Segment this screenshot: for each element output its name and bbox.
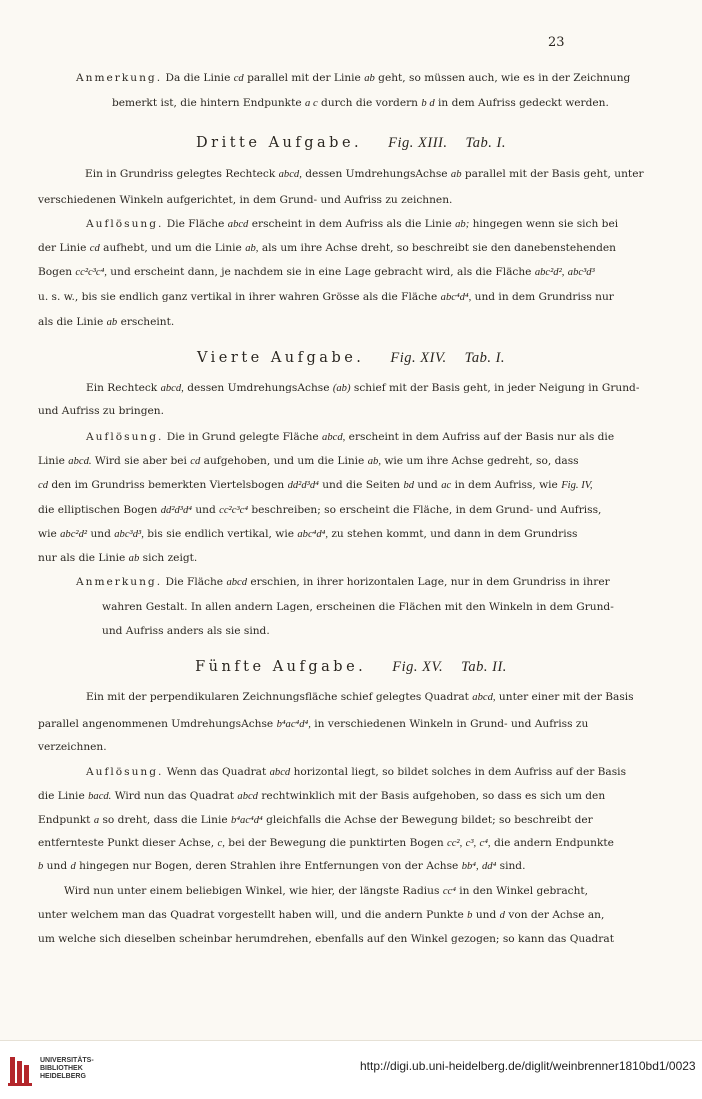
text-line: Auflösung. Wenn das Quadrat abcd horizontal liegt, so bildet solches in dem Aufriss auf der Basis [86,766,627,778]
text-line: b und d hingegen nur Bogen, deren Strahlen ihre Entfernungen von der Achse bb⁴, dd⁴ sind. [38,860,526,872]
text-line: cd den im Grundriss bemerkten Viertelsbogen dd²d³d⁴ und die Seiten bd und ac in dem Aufriss, wie Fig. IV, [38,479,593,491]
library-logo-icon [8,1055,36,1087]
text-line: Ein Rechteck abcd, dessen UmdrehungsAchse (ab) schief mit der Basis geht, in jeder Neigung in Grund- [86,382,640,394]
note-line-1: Anmerkung. Die Fläche abcd erschien, in ihrer horizontalen Lage, nur in dem Grundriss in ihrer [76,576,610,588]
text-line: entfernteste Punkt dieser Achse, c, bei der Bewegung die punktirten Bogen cc², c³, c⁴, die andern Endpunkte [38,837,614,849]
page-number: 23 [548,35,565,50]
text-line: verzeichnen. [38,741,107,753]
section-heading-dritte: Dritte Aufgabe. Fig. XIII. Tab. I. [196,135,506,151]
text-line: u. s. w., bis sie endlich ganz vertikal in ihrer wahren Grösse als die Fläche abc⁴d⁴, und in dem Grundriss nur [38,291,614,303]
text-line: Bogen cc²c³c⁴, und erscheint dann, je nachdem sie in eine Lage gebracht wird, als die Fläche abc²d², abc³d³ [38,266,595,278]
text-line: verschiedenen Winkeln aufgerichtet, in dem Grund- und Aufriss zu zeichnen. [38,194,453,206]
viewer-footer [0,1040,702,1099]
section-heading-vierte: Vierte Aufgabe. Fig. XIV. Tab. I. [196,350,506,366]
text-line: Endpunkt a so dreht, dass die Linie b⁴ac⁴d⁴ gleichfalls die Achse der Bewegung bildet; so beschreibt der [38,814,593,826]
note-line-2: bemerkt ist, die hintern Endpunkte a c durch die vordern b d in dem Aufriss gedeckt werden. [112,97,609,109]
text-line: Auflösung. Die Fläche abcd erscheint in dem Aufriss als die Linie ab; hingegen wenn sie sich bei [86,218,619,230]
text-line: der Linie cd aufhebt, und um die Linie ab, als um ihre Achse dreht, so beschreibt sie den danebenstehenden [38,242,616,254]
library-name: UNIVERSITÄTS- BIBLIOTHEK HEIDELBERG [40,1057,94,1080]
text-line: Wird nun unter einem beliebigen Winkel, wie hier, der längste Radius cc⁴ in den Winkel gebracht, [64,885,589,897]
text-line: unter welchem man das Quadrat vorgestellt haben will, und die andern Punkte b und d von der Achse an, [38,909,605,921]
text-line: wie abc²d² und abc³d³, bis sie endlich vertikal, wie abc⁴d⁴, zu stehen kommt, und dann in dem Grundriss [38,528,578,540]
text-line: als die Linie ab erscheint. [38,316,175,328]
text-line: um welche sich dieselben scheinbar herumdrehen, ebenfalls auf den Winkel gezogen; so kann das Quadrat [38,933,614,945]
text-line: nur als die Linie ab sich zeigt. [38,552,198,564]
text-line: und Aufriss zu bringen. [38,405,164,417]
text-line: die Linie bacd. Wird nun das Quadrat abcd rechtwinklich mit der Basis aufgehoben, so dass es sich um den [38,790,606,802]
permalink-url[interactable]: http://digi.ub.uni-heidelberg.de/diglit/weinbrenner1810bd1/0023 [360,1059,696,1073]
text-line: Linie abcd. Wird sie aber bei cd aufgehoben, und um die Linie ab, wie um ihre Achse gedreht, so, dass [38,455,579,467]
text-line: Ein in Grundriss gelegtes Rechteck abcd, dessen UmdrehungsAchse ab parallel mit der Basis geht, unter [85,168,644,180]
text-line: Auflösung. Die in Grund gelegte Fläche abcd, erscheint in dem Aufriss auf der Basis nur als die [86,431,615,443]
text-line: parallel angenommenen UmdrehungsAchse b⁴ac⁴d⁴, in verschiedenen Winkeln in Grund- und Aufriss zu [38,718,589,730]
note-line-3: und Aufriss anders als sie sind. [102,625,270,637]
note-line-2: wahren Gestalt. In allen andern Lagen, erscheinen die Flächen mit den Winkeln in dem Grund- [102,601,614,613]
note-line-1: Anmerkung. Da die Linie cd parallel mit der Linie ab geht, so müssen auch, wie es in der Zeichnung [76,72,631,84]
text-line: Ein mit der perpendikularen Zeichnungsfläche schief gelegtes Quadrat abcd, unter einer mit der Basis [86,691,634,703]
text-line: die elliptischen Bogen dd²d³d⁴ und cc²c³c⁴ beschreiben; so erscheint die Fläche, in dem Grund- und Aufriss, [38,504,602,516]
section-heading-fuenfte: Fünfte Aufgabe. Fig. XV. Tab. II. [195,659,507,675]
